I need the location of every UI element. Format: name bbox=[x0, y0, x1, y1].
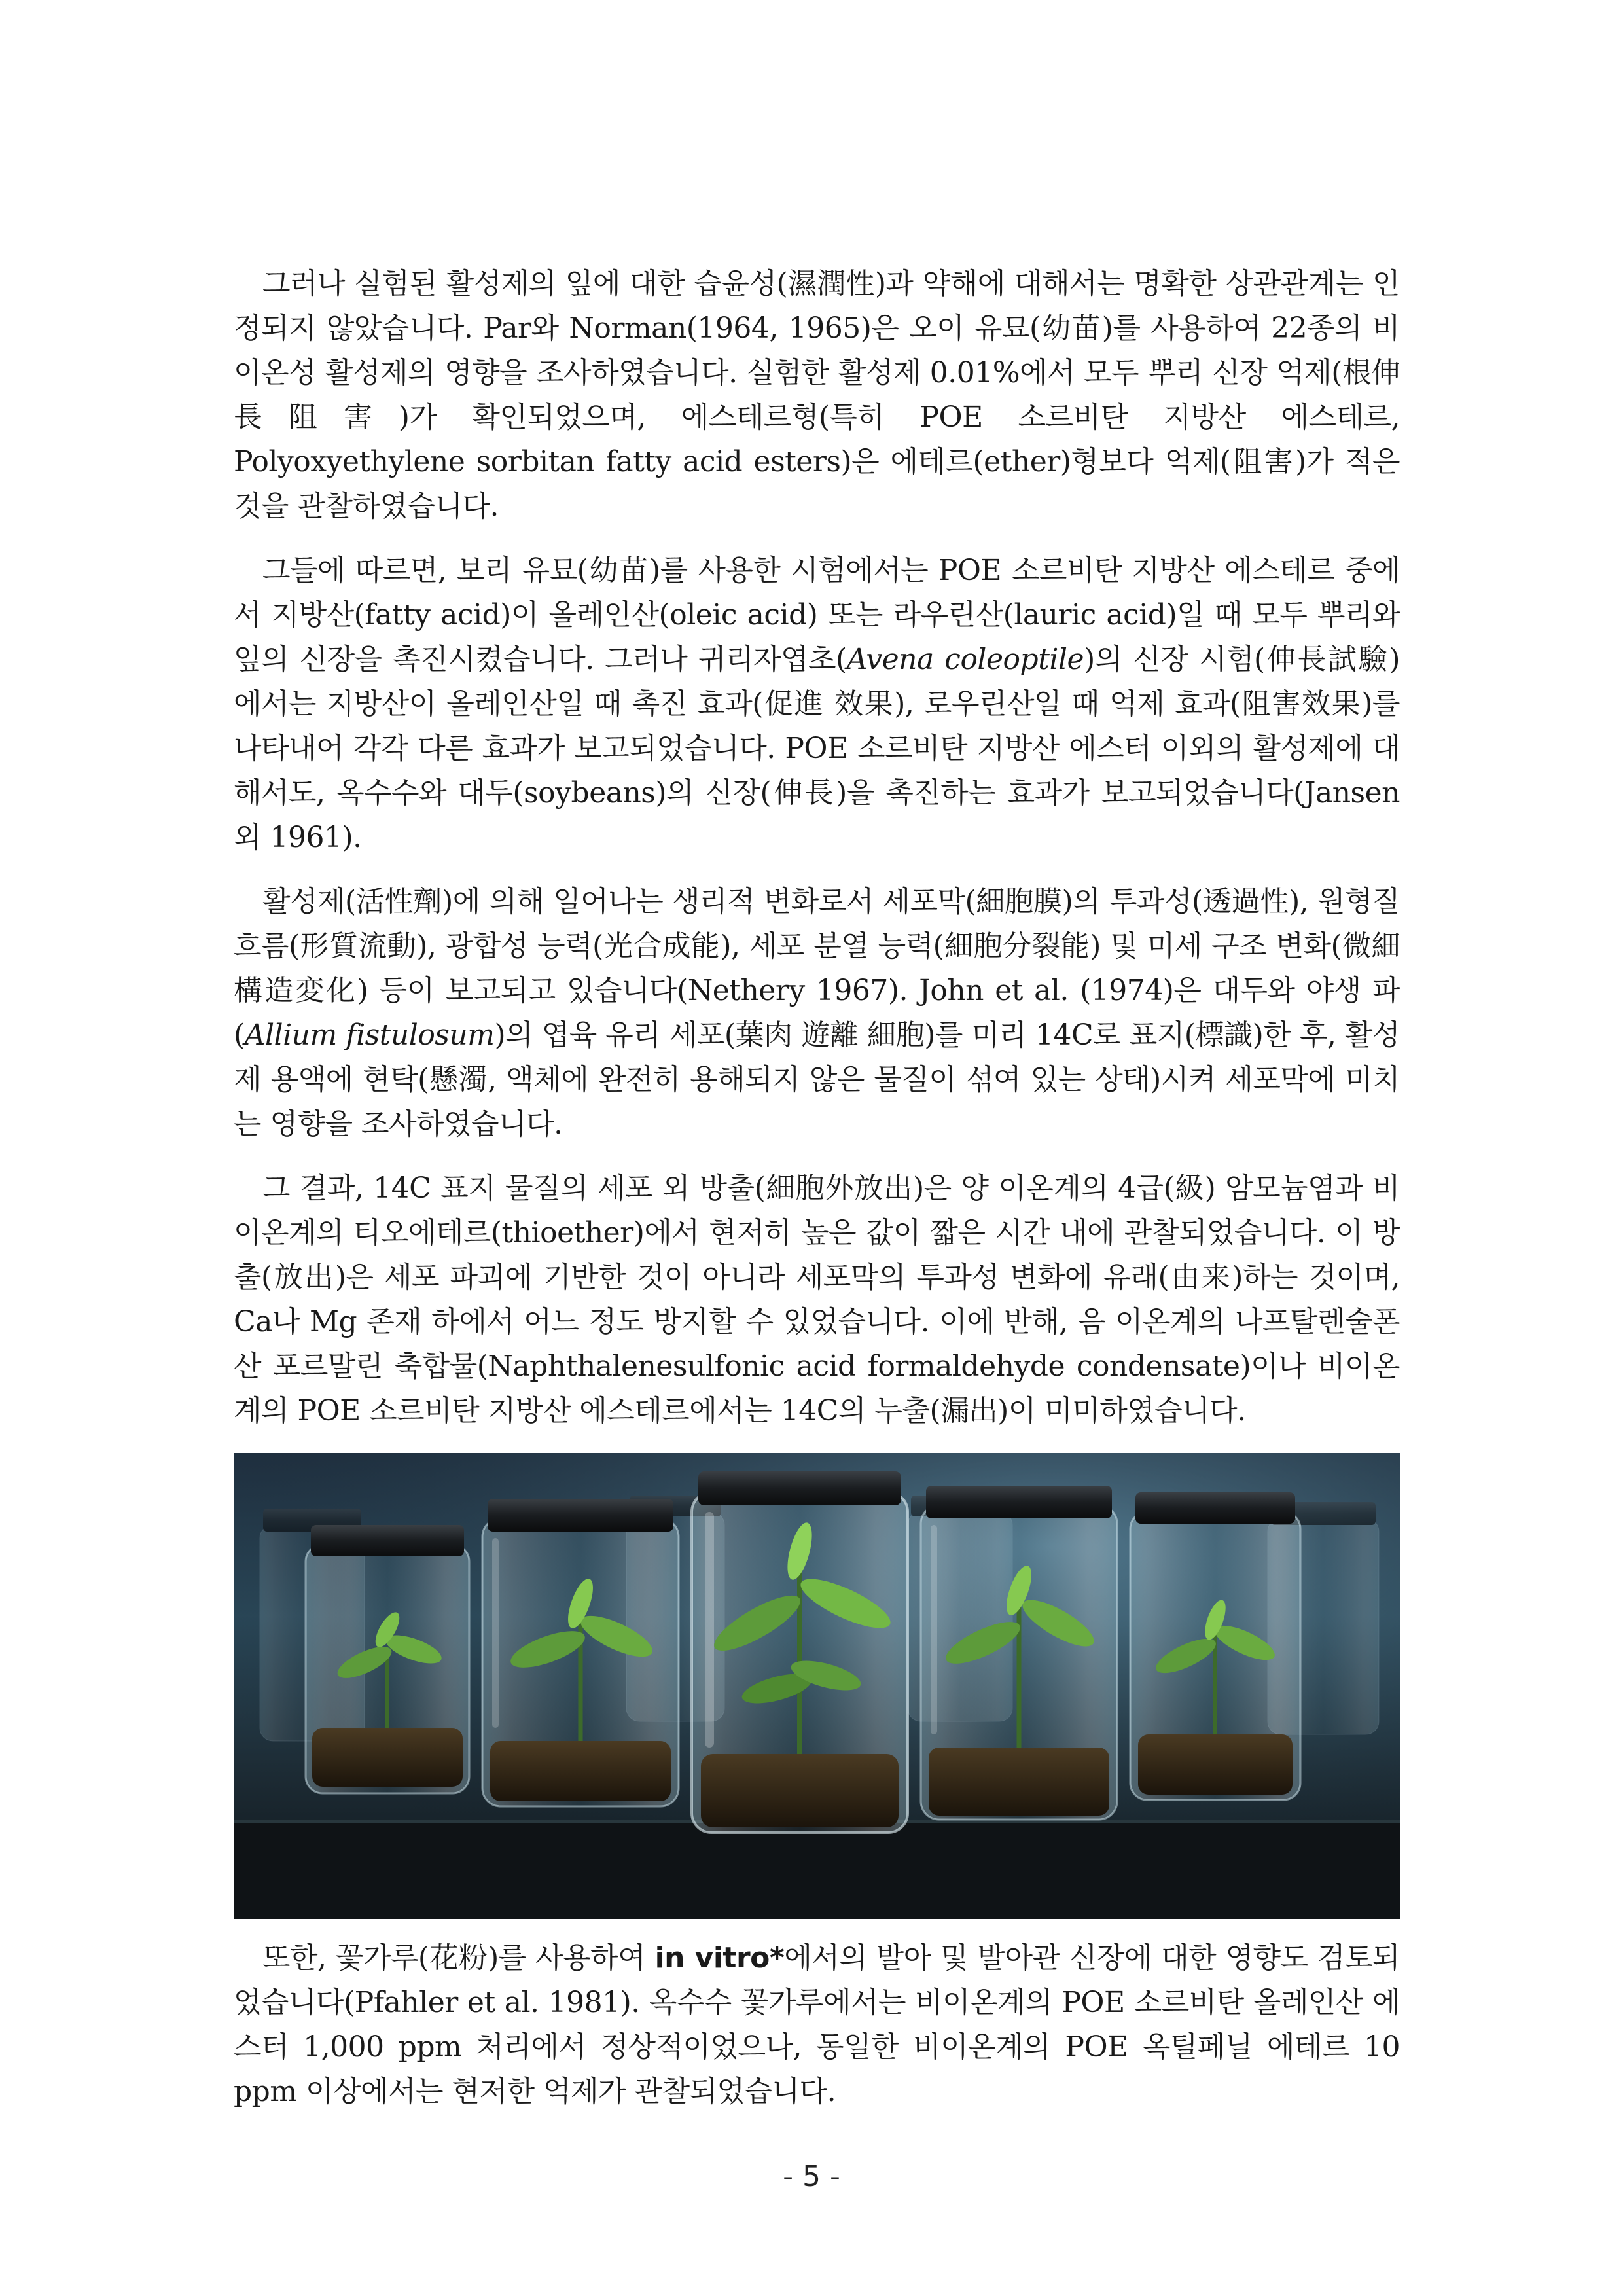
text-run: 그들에 따르면, 보리 유묘(幼苗)를 사용한 시험에서는 POE 소르비탄 지방산 에스테르 중에서 지방산(fatty acid)이 올레인산(oleic acid) 또는 라우린산(lauric acid)일 때 모두 뿌리와 잎의 신장을 촉진시켰습니다. 그러나 귀리자엽초( bbox=[234, 554, 1400, 676]
paragraph-1 bbox=[234, 262, 1400, 529]
paragraph-4 bbox=[234, 1166, 1400, 1433]
text-run: 그러나 실험된 활성제의 잎에 대한 습윤성(濕潤性)과 약해에 대해서는 명확한 상관관계는 인정되지 않았습니다. Par와 Norman(1964, 1965)은 오이 유묘(幼苗)를 사용하여 22종의 비이온성 활성제의 영향을 조사하였습니다. 실험한 활성제 0.01%에서 모두 뿌리 신장 억제(根伸長阻害)가 확인되었으며, 에스테르형(특히 POE 소르비탄 지방산 에스테르, Polyoxyethylene sorbitan fatty acid esters)은 에테르(ether)형보다 억제(阻害)가 적은 것을 관찰하였습니다. bbox=[234, 267, 1400, 523]
plant-jars-photo bbox=[234, 1453, 1400, 1919]
text-run: Avena coleoptile bbox=[846, 643, 1084, 676]
paragraph-5 bbox=[234, 1936, 1400, 2114]
text-run: )의 엽육 유리 세포(葉肉 遊離 細胞)를 미리 14C로 표지(標識)한 후, 활성제 용액에 현탁(懸濁, 액체에 완전히 용해되지 않은 물질이 섞여 있는 상태)시켜 세포막에 미치는 영향을 조사하였습니다. bbox=[234, 1018, 1400, 1141]
page-content bbox=[234, 262, 1400, 2134]
paragraph-2 bbox=[234, 548, 1400, 860]
text-run: 그 결과, 14C 표지 물질의 세포 외 방출(細胞外放出)은 양 이온계의 4급(級) 암모늄염과 비이온계의 티오에테르(thioether)에서 현저히 높은 값이 짧은 시간 내에 관찰되었습니다. 이 방출(放出)은 세포 파괴에 기반한 것이 아니라 세포막의 투과성 변화에 유래(由来)하는 것이며, Ca나 Mg 존재 하에서 어느 정도 방지할 수 있었습니다. 이에 반해, 음 이온계의 나프탈렌술폰산 포르말린 축합물(Naphthalenesulfonic acid formaldehyde condensate)이나 비이온계의 POE 소르비탄 지방산 에스테르에서는 14C의 누출(漏出)이 미미하였습니다. bbox=[234, 1172, 1400, 1427]
text-run: Allium fistulosum bbox=[244, 1018, 495, 1052]
page-number: - 5 - bbox=[783, 2160, 840, 2193]
text-run: 활성제(活性劑)에 의해 일어나는 생리적 변화로서 세포막(細胞膜)의 투과성(透過性), 원형질흐름(形質流動), 광합성 능력(光合成能), 세포 분열 능력(細胞分裂能) 및 미세 구조 변화(微細構造変化) 등이 보고되고 있습니다(Nethery 1967). John et al. (1974)은 대두와 야생 파( bbox=[234, 885, 1400, 1052]
paragraph-3 bbox=[234, 880, 1400, 1147]
text-run: 에서의 발아 및 발아관 신장에 대한 영향도 검토되었습니다(Pfahler et al. 1981). 옥수수 꽃가루에서는 비이온계의 POE 소르비탄 올레인산 에스터 1,000 ppm 처리에서 정상적이었으나, 동일한 비이온계의 POE 옥틸페닐 에테르 10 ppm 이상에서는 현저한 억제가 관찰되었습니다. bbox=[234, 1941, 1400, 2108]
text-run: 또한, 꽃가루(花粉)를 사용하여 bbox=[262, 1941, 655, 1975]
text-run: in vitro* bbox=[654, 1941, 785, 1975]
text-run: )의 신장 시험(伸長試驗)에서는 지방산이 올레인산일 때 촉진 효과(促進 效果), 로우린산일 때 억제 효과(阻害效果)를 나타내어 각각 다른 효과가 보고되었습니다. POE 소르비탄 지방산 에스터 이외의 활성제에 대해서도, 옥수수와 대두(soybeans)의 신장(伸長)을 촉진하는 효과가 보고되었습니다(Jansen 외 1961). bbox=[234, 643, 1400, 854]
